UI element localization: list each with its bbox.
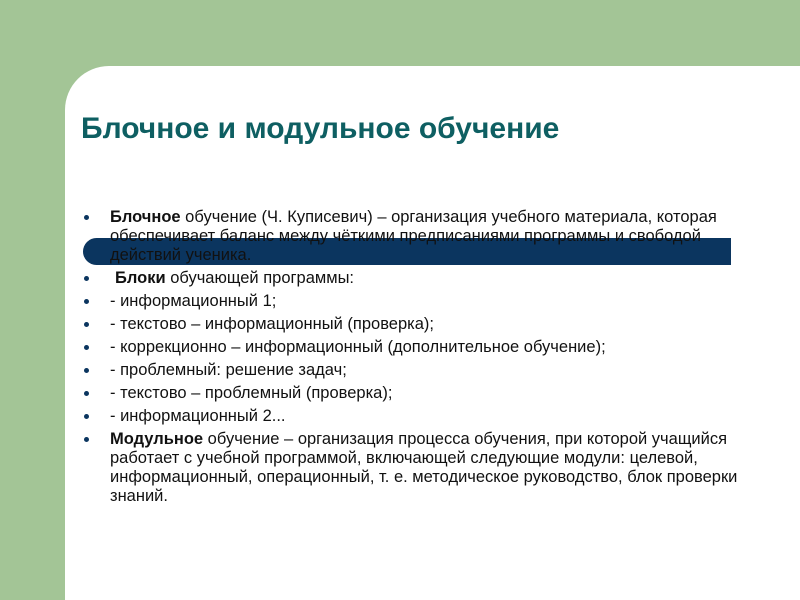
bullet-icon [84, 345, 89, 350]
content-list [82, 208, 742, 510]
list-item-text: - информационный 2... [110, 407, 286, 425]
list-item-text: - информационный 1; [110, 292, 277, 310]
list-item-text: обучающей программы: [165, 269, 355, 287]
list-item-text: обучение – организация процесса обучения, при которой учащийся работает с учебной программой, включающей следующие модули: целевой, информационный, операционный, т. е. методическое руководство, блок проверки знаний. [110, 430, 738, 505]
list-item-text: - проблемный: решение задач; [110, 361, 347, 379]
list-item-text: - коррекционно – информационный (дополнительное обучение); [110, 338, 606, 356]
list-item [82, 315, 742, 334]
list-item-text: - текстово – проблемный (проверка); [110, 384, 393, 402]
list-item [82, 292, 742, 311]
term-modular: Модульное [110, 430, 204, 448]
list-item [82, 384, 742, 403]
term-blocks: Блоки [115, 269, 166, 287]
list-item [82, 361, 742, 380]
bullet-icon [84, 414, 89, 419]
bullet-icon [84, 276, 89, 281]
list-item-text: - текстово – информационный (проверка); [110, 315, 434, 333]
bullet-icon [84, 215, 89, 220]
list-item [82, 338, 742, 357]
bullet-icon [84, 368, 89, 373]
bullet-icon [84, 437, 89, 442]
bullet-icon [84, 322, 89, 327]
list-item-text: обучение (Ч. Куписевич) – организация учебного материала, которая обеспечивает баланс между чёткими предписаниями программы и свободой действий ученика. [110, 208, 717, 264]
list-item-modular-learning [82, 430, 742, 506]
list-item-block-learning [82, 208, 742, 265]
bullet-icon [84, 299, 89, 304]
list-item-blocks-program [82, 269, 742, 288]
term-block: Блочное [110, 208, 181, 226]
list-item [82, 407, 742, 426]
bullet-icon [84, 391, 89, 396]
slide-title: Блочное и модульное обучение [81, 112, 560, 145]
